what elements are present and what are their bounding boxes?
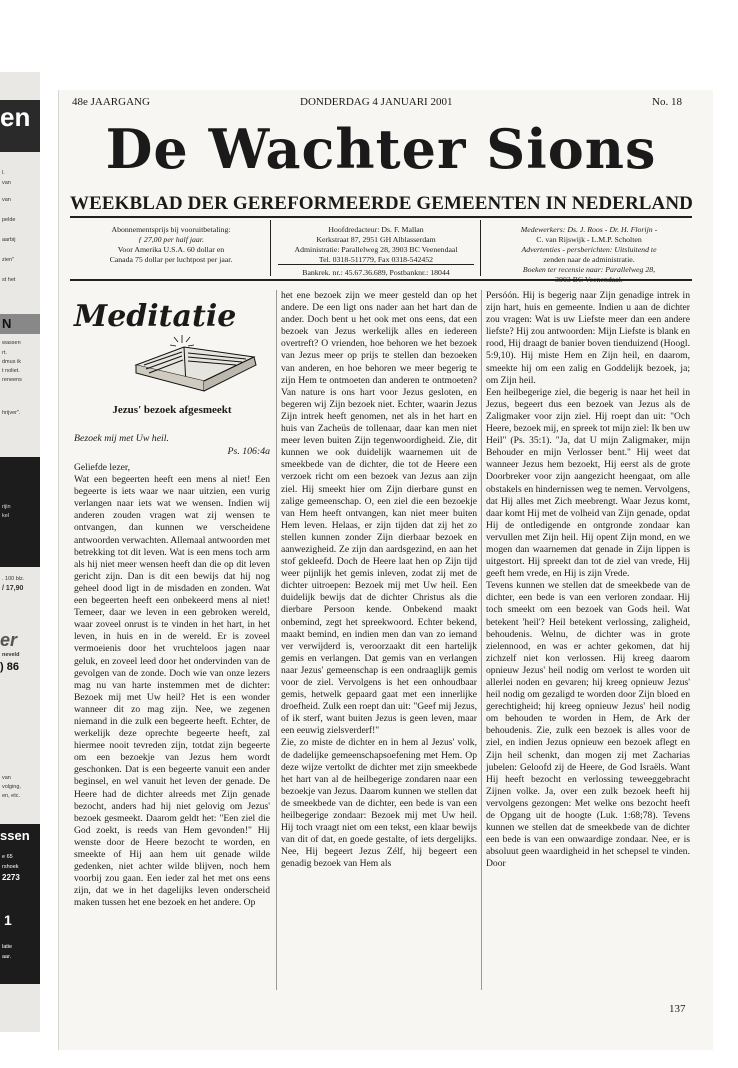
info-line: Administratie: Parallelweg 28, 3903 BC Veenendaal (294, 245, 458, 254)
strip-fragment: dmus ik (2, 359, 21, 365)
paragraph: Persóón. Hij is begerig naar Zijn genadige intrek in zijn hart, huis en gemeente. Indien u aan de dichter zou vragen: Wat is uw Liefste meer dan een andere liefste? Hij zou antwoorden: Mijn Liefste is blank en rood, Hij draagt de banier boven tienduizend (Hoogl. 5:9,10). Hij miste Hem en Zijn heil, en daarom, smeekte hij om een zalig en Goddelijk bezoek, ja; om Zijn heil. (486, 290, 690, 386)
strip-fragment: st het (2, 277, 16, 283)
strip-fragment: wassen (2, 340, 21, 346)
info-line: Advertenties - persberichten: Uitsluitend te (521, 245, 657, 254)
strip-fragment: 1 (4, 912, 12, 928)
meditatie-label: Meditatie (74, 299, 237, 334)
strip-fragment: ) 86 (0, 661, 19, 673)
left-page-strip (0, 72, 40, 1032)
strip-fragment: volging, (2, 784, 21, 790)
paragraph: Een heilbegerige ziel, die begerig is naar het heil in Jezus, begeert dus een bezoek van Jezus als de Zaligmaker voor zijn ziel. Hij roept dan uit: "Och Heere, bezoek mij, en spreek tot mijn ziel: Ik ben uw Heil" (Ps. 35:1). "Ja, dat U mijn Zaligmaker, mijn Behouder en mijn Verlosser bent." Hij weet dat wanneer Jezus hem bezoekt, Hij eerst als de grote Doorbreker voor zijn aangezicht heengaat, om alle obstakels en hindernissen weg te nemen. Vervolgens, dat Hij alles met Zich meebrengt. Waar Jezus komt, daar komt Hij met de volheid van Zijn genade, opdat Hij de ontledigende en ontgronde zondaar kan vervullen met Zijn heil. Hij opent Zijn mond, en we mogen dan waarnemen dat genade in Zijn lippen is uitgestort. Hij spreekt dan tot de ziel van vrede, Hij geeft hem vrede, en Hij is zijn Vrede. (486, 386, 690, 580)
strip-fragment: e 65 (2, 854, 13, 860)
strip-fragment: van (2, 180, 11, 186)
strip-fragment: van (2, 197, 11, 203)
info-line: Hoofdredacteur: Ds. F. Mallan (328, 225, 424, 234)
strip-fragment: . 100 blz. (2, 576, 25, 582)
strip-fragment: ssen (0, 828, 30, 843)
info-line: 3903 BC Veenendaal. (555, 275, 623, 284)
article-quote: Bezoek mij met Uw heil. (74, 433, 169, 444)
strip-fragment: er (0, 630, 18, 650)
strip-fragment: neveld (2, 652, 20, 658)
strip-fragment: rijin (2, 504, 11, 510)
column-divider (276, 290, 277, 990)
strip-fragment: l. (2, 170, 5, 176)
rule-top (70, 216, 692, 218)
contributors-info (486, 225, 692, 285)
meditatie-header (74, 295, 270, 403)
info-line: zenden naar de administratie. (543, 255, 635, 264)
column-divider (481, 290, 482, 990)
rule-divider (480, 220, 481, 276)
paragraph: het ene bezoek zijn we meer gesteld dan op het andere. De een ligt ons nader aan het hart dan de ander. Doch bent u het ook met ons eens, dat een bezoek van Jezus werkelijk alles en iedereen overtreft? O vrienden, hoe behoren we het bezoek van Jezus meer op prijs te stellen dan bezoeken van anderen, en hoe behoren we meer begerig te zijn Hem te ontmoeten dan anderen te ontmoeten? Van nature is ons hart voor Jezus gesloten, en begeren wij Zijn bezoek niet. Echter, waarin Jezus Zijn intrek heeft genomen, net als in het hart en huis van Zacheüs de tollenaar, daar kan men niet meer leven buiten Zijn tegenwoordigheid. Zie, dit kunnen we ook duidelijk waarnemen uit de smeekbede van de dichter, die tot de Heere een verzoek richt om een bezoek van Jezus aan zijn ziel. Hij smeekt hier om Zijn dierbare gunst en zalige gemeenschap. O, een ziel die een bezoekje van Hem heeft ontvangen, kan niet meer buiten Hem leven. Helaas, er zijn tijden dat zij het zo stellen kunnen zonder Zijn dierbaar bezoek en aanwezigheid. Ze zijn dan aardsgezind, en aan het stof gekleefd. Doch de Heere laat hen op Zijn tijd weer pijnlijk het gemis inleven, zodat zij met de dichter uitroepen: Bezoek mij met Uw heil. Een duidelijk bewijs dat de dichter Christus als die dierbare Persoon kende. Onbekend maakt onbemind, zegt het spreekwoord. Echter bekend, maakt bemind, en indien men dan van zo iemand ver verwijderd is, veroorzaakt dit een hartelijk gemis en verlangen. Dat gemis van en verlangen naar Jezus' gemeenschap is een ondraaglijk gemis voor de ziel. Vervolgens is het een onhoudbaar gemis, hetwelk gepaard gaat met een innerlijke droefheid. Zulk een roept dan uit: "Geef mij Jezus, of ik sterf, want buiten Jezus is geen leven, maar een eeuwig zielsverderf!" (281, 290, 477, 737)
info-line: Canada 75 dollar per luchtpost per jaar. (109, 255, 233, 264)
info-line: C. van Rijswijk - L.M.P. Scholten (536, 235, 642, 244)
strip-fragment: zien" (2, 257, 15, 263)
page-number: 137 (669, 1003, 686, 1015)
strip-fragment: rshoek (2, 864, 19, 870)
info-line: Medewerkers: Ds. J. Roos - Dr. H. Florijn - (520, 225, 658, 234)
strip-fragment: rt. (2, 350, 7, 356)
strip-fragment: van (2, 775, 11, 781)
paragraph: Zie, zo miste de dichter en in hem al Jezus' volk, de dadelijke gemeenschapsoefening met Hem. Op deze wijze vertolkt de dichter met zijn smeekbede het hart van al de heilbegerige zondaren naar een bezoekje van Jezus. Daarom kunnen we stellen dat de smeekbede van de dichter, een bede is van een heilbegerige zondaar: Bezoek mij met Uw heil. Hij toch vraagt niet om een tekst, een klaar bewijs van dit of dat, en goede gestalte, of iets dergelijks. Nee, Hij begeert Jezus Zélf, hij begeert een genadig bezoek van Hem als (281, 737, 477, 870)
strip-fragment: N (2, 316, 12, 331)
strip-fragment: t noliet. (2, 368, 20, 374)
info-line: ƒ 27,00 per half jaar. (138, 235, 204, 244)
volume-label: 48e JAARGANG (72, 96, 150, 108)
issue-number: No. 18 (652, 96, 682, 108)
subscription-info (74, 225, 268, 265)
info-line: Boeken ter recensie naar: Parallelweg 28, (522, 265, 656, 274)
strip-fragment: hrijver". (2, 410, 21, 416)
rule-divider (270, 220, 271, 276)
strip-book-image (0, 457, 40, 567)
info-line: Kerkstraat 87, 2951 GH Alblasserdam (316, 235, 436, 244)
strip-fragment: aarbij (2, 237, 16, 243)
column-3 (486, 290, 690, 992)
open-bible-icon (74, 295, 270, 403)
strip-fragment: en, etc. (2, 793, 21, 799)
strip-fragment: 2273 (2, 873, 20, 882)
paragraph: Wat een begeerten heeft een mens al niet! Een begeerte is iets waar we naar uitzien, een vurig verlangen naar iets wat we wensen. Indien wij anderen zouden vragen wat zij wensen te ontvangen, dan kunnen we verscheidene antwoorden verwachten. Allemaal antwoorden met betrekking tot dit leven. Wat is een mens toch arm als hij niet meer wensen heeft dan die op dit leven gericht zijn. Dan is dit een bewijs dat hij nog geheel dood ligt in de misdaden en zonden. Wat een begeerten heeft een onbekeerd mens al niet! Temeer, daar we leven in een gebroken wereld, waar zoveel onrust is te vinden in het hart, in het leven, in huis en in de wereld. Er is zoveel vermoeienis door het vruchteloos jagen naar geluk, en zoveel leed door het ondervinden van de gevolgen van de zonde. Doch wie van onze lezers mag nu van harte instemmen met de dichter: Bezoek mij met Uw heil? Het is een wonder wanneer dit zo mag zijn. Nee, we zegenen niemand in die zulk een begeerte heeft. Echter, de werkelijk deze oprechte begeerte heeft, zal hiermee nooit tevreden zijn, totdat zijn begeerte om een bezoekje van Jezus hem wordt geschonken. Dat is een begeerte vanuit een ander beginsel, en wel vanuit het leven der genade. De Heere had de dichter alreeds met Zijn genade bezocht, anders had hij niet gelovig om Jezus' bezoek gesmeekt. Daarom geldt het: "Een ziel die God zoekt, is reeds van Hem gevonden!" Hij wenste door de Heere bezocht te worden, en smeekte of Hij aan hem uit genade wilde gedenken, niet achter wilde blijven, noch hem voorbij zou gaan. Een ieder zal het met ons eens zijn, dat we in het dagelijks leven onderscheid maken tussen het ene bezoek en het andere. Op (74, 474, 270, 909)
info-line: Voor Amerika U.S.A. 60 dollar en (117, 245, 225, 254)
column-1 (74, 462, 270, 992)
strip-fragment: en (0, 102, 31, 132)
strip-fragment: latie (2, 944, 13, 950)
masthead-subtitle: WEEKBLAD DER GEREFORMEERDE GEMEENTEN IN NEDERLAND (70, 193, 694, 214)
strip-fragment: pelde (2, 217, 16, 223)
paragraph: Geliefde lezer, (74, 462, 131, 473)
info-line: Abonnementsprijs bij vooruitbetaling: (111, 225, 231, 234)
masthead-title: De Wachter Sions (105, 117, 657, 181)
info-line: Bankrek. nr.: 45.67.36.689, Postbanknr.: 18044 (302, 268, 450, 277)
column-2 (281, 290, 477, 992)
editor-info (276, 225, 476, 278)
date-label: DONDERDAG 4 JANUARI 2001 (300, 96, 453, 108)
strip-fragment: / 17,90 (2, 585, 24, 592)
info-line: Tel. 0318-511779, Fax 0318-542452 (318, 255, 434, 264)
article-reference: Ps. 106:4a (227, 446, 270, 457)
article-title: Jezus' bezoek afgesmeekt (112, 404, 232, 416)
strip-fragment: aar. (2, 954, 12, 960)
strip-fragment: kel (2, 513, 10, 519)
strip-fragment: reneens (2, 377, 22, 383)
paragraph: Tevens kunnen we stellen dat de smeekbede van de dichter, een bede is van een verloren zondaar. Hij toch smeekt om een bezoek van Gods heil. Wat betekent 'heil'? Heil betekent verlossing, zaligheid, behoudenis. Welnu, de dichter was in grote zielennood, en was er achter gekomen, dat hij zichzelf niet kon verlossen. Hij kreeg daarom opnieuw Jezus' heil nodig om verlost te worden uit allerlei noden en gevaren; hij kreeg opnieuw Jezus' heil nodig om gezaligd te worden door Zijn bloed en gerechtigheid; hij kreeg opnieuw Jezus' heil nodig om behouden te worden in Hem, de Ark der behoudenis. Zie, zulk een bezoek is alles voor de ziel, en indien Jezus opnieuw een bezoek aflegt en Zijn heil schenkt, dan mogen zij met Zacharias jubelen: Geloofd zij de Heere, de God Israëls. Want Hij heeft bezocht en verlossing teweeggebracht Zijnen volke. Ja, over een zulk bezoek heeft hij vervolgens gezongen: Met welke ons bezocht heeft de Opgang uit de hoogte (Luk. 1:68;78). Tevens kunnen we stellen dat de smeekbede van de dichter een bede is van een onwaardige zondaar. Nee, er is absoluut geen waardigheid in het schepsel te vinden. Door (486, 580, 690, 870)
